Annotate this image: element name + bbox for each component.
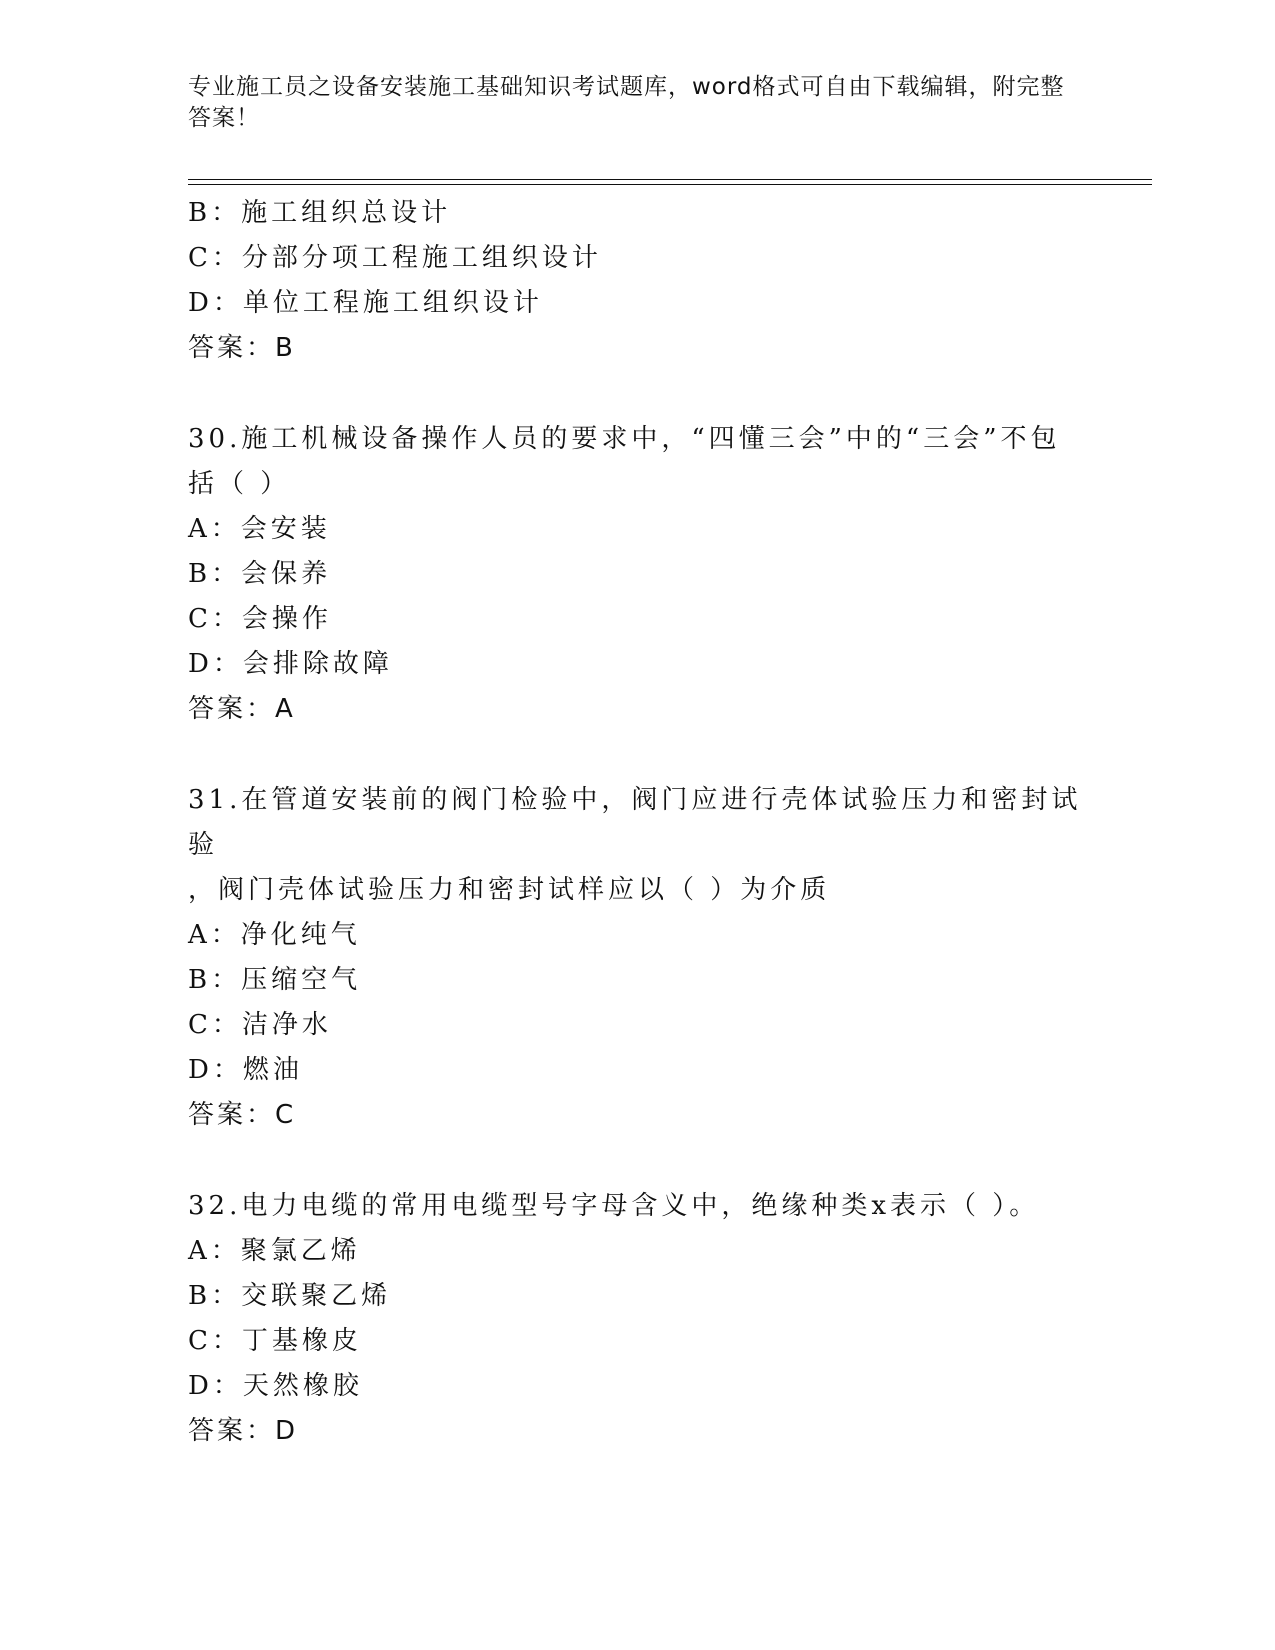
- option-d: D：会排除故障: [188, 649, 393, 679]
- answer-line: 答案：A: [188, 694, 296, 724]
- question-32: [188, 1184, 1088, 1454]
- option-a: A：净化纯气: [188, 920, 361, 950]
- option-b: B：施工组织总设计: [188, 198, 452, 228]
- option-b: B：会保养: [188, 559, 332, 589]
- question-text-continued: ，阀门壳体试验压力和密封试样应以（ ）为介质: [188, 875, 831, 905]
- question-text: 32.电力电缆的常用电缆型号字母含义中，绝缘种类x表示（ ）。: [188, 1191, 1040, 1221]
- option-d: D：天然橡胶: [188, 1371, 363, 1401]
- option-c: C：分部分项工程施工组织设计: [188, 243, 602, 273]
- header-divider-top: [188, 179, 1152, 180]
- question-list: [188, 191, 1088, 1454]
- question-text: 31.在管道安装前的阀门检验中，阀门应进行壳体试验压力和密封试验: [188, 785, 1082, 860]
- question-30: [188, 417, 1088, 732]
- option-c: C：洁净水: [188, 1010, 332, 1040]
- option-c: C：会操作: [188, 604, 332, 634]
- option-a: A：聚氯乙烯: [188, 1236, 361, 1266]
- option-b: B：压缩空气: [188, 965, 362, 995]
- continued-question: [188, 191, 1088, 371]
- answer-line: 答案：B: [188, 333, 296, 363]
- answer-line: 答案：D: [188, 1416, 299, 1446]
- question-text: 30.施工机械设备操作人员的要求中，“四懂三会”中的“三会”不包: [188, 424, 1061, 454]
- option-d: D：燃油: [188, 1055, 303, 1085]
- answer-line: 答案：C: [188, 1100, 297, 1130]
- header-divider-bottom: [188, 184, 1152, 185]
- question-text-continued: 括（ ）: [188, 469, 291, 499]
- document-header: 专业施工员之设备安装施工基础知识考试题库，word格式可自由下载编辑，附完整答案！: [188, 74, 1065, 131]
- option-a: A：会安装: [188, 514, 331, 544]
- option-d: D：单位工程施工组织设计: [188, 288, 543, 318]
- option-b: B：交联聚乙烯: [188, 1281, 392, 1311]
- option-c: C：丁基橡皮: [188, 1326, 362, 1356]
- question-31: [188, 778, 1088, 1138]
